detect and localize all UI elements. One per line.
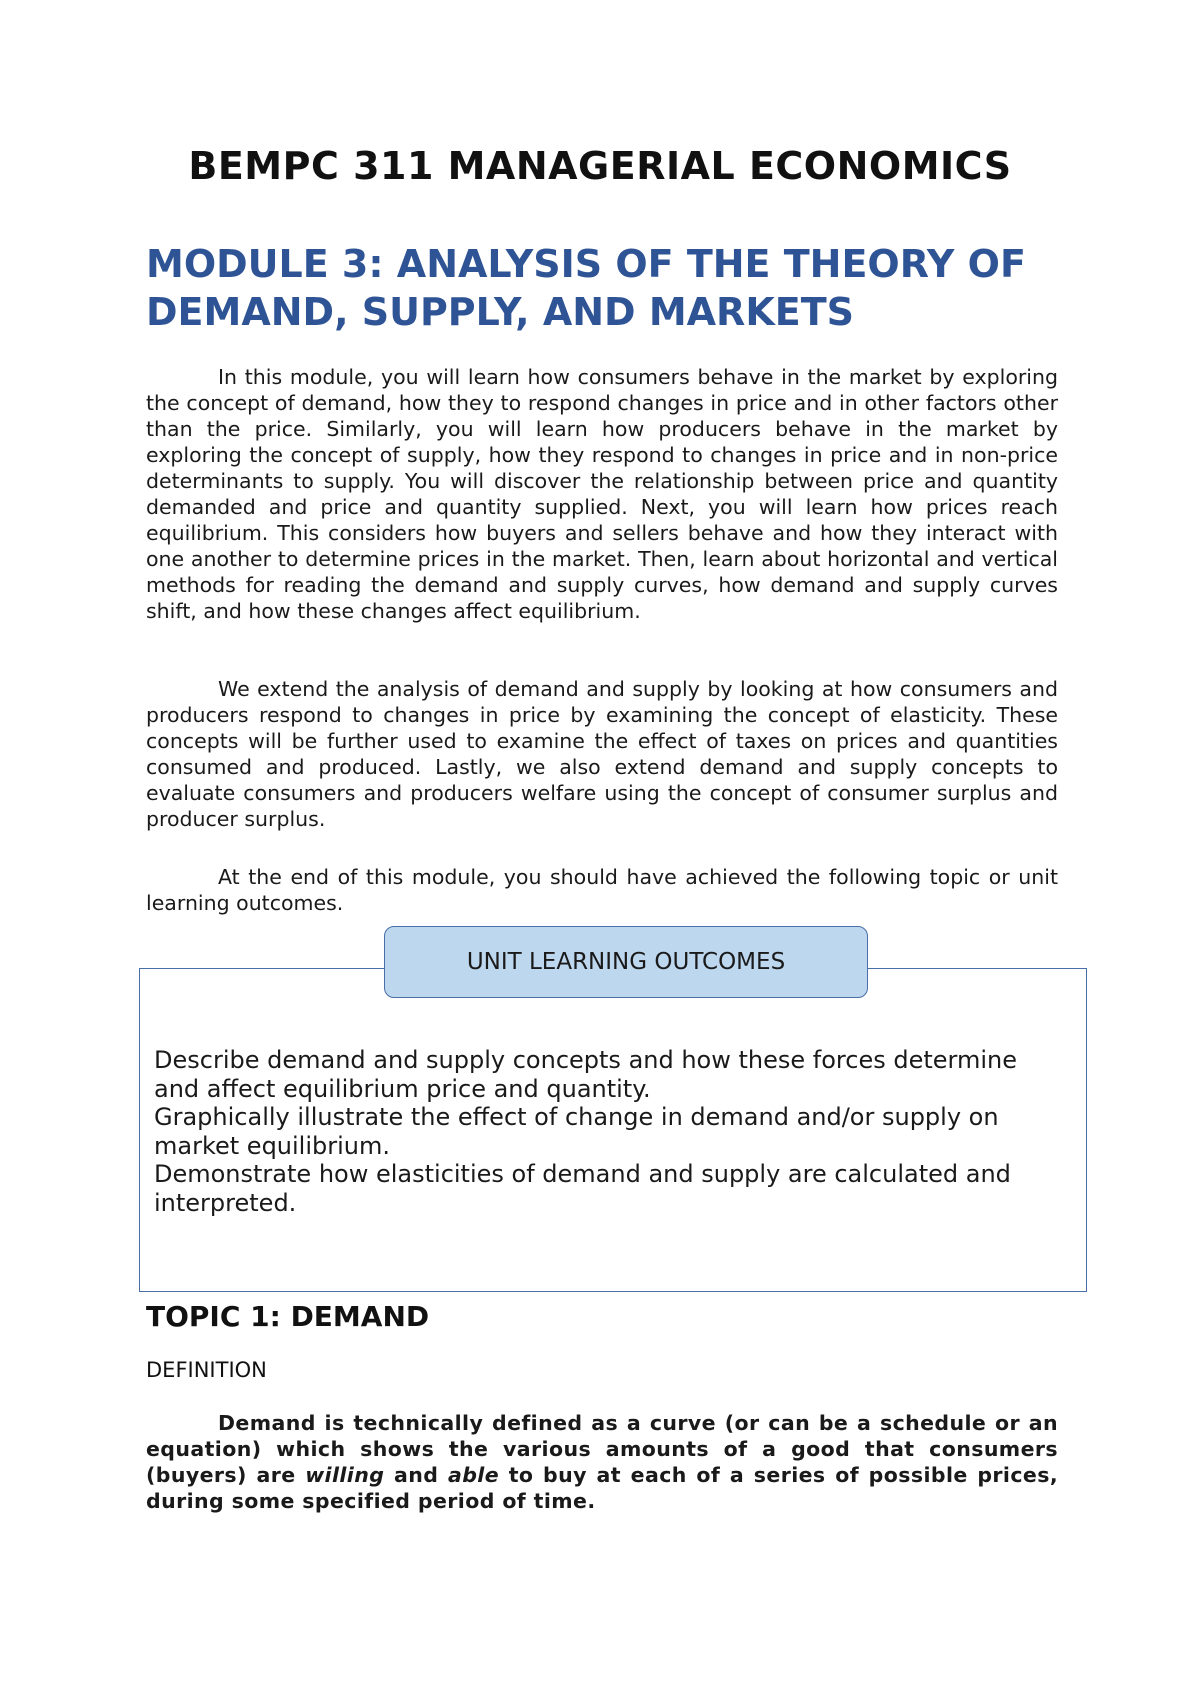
definition-text-part: and xyxy=(384,1463,448,1487)
definition-emphasis-able: able xyxy=(447,1463,500,1487)
learning-outcomes-header-label: UNIT LEARNING OUTCOMES xyxy=(466,949,786,975)
module-title: MODULE 3: ANALYSIS OF THE THEORY OF DEMAND, SUPPLY, AND MARKETS xyxy=(146,242,1026,334)
definition-text-part: Demand is technically defined as a curve (or can be a schedule or an equation) which shows the various amounts of a good that consumers (buyers) are xyxy=(146,1411,1058,1487)
definition-paragraph xyxy=(146,1410,1058,1514)
intro-paragraph-2: We extend the analysis of demand and supply by looking at how consumers and producers respond to changes in price by examining the concept of elasticity. These concepts will be further used to examine the effect of taxes on prices and quantities consumed and produced. Lastly, we also extend demand and supply concepts to evaluate consumers and producers welfare using the concept of consumer surplus and producer surplus. xyxy=(146,677,1058,831)
learning-outcomes-header xyxy=(384,926,868,998)
course-title: BEMPC 311 MANAGERIAL ECONOMICS xyxy=(188,144,1012,188)
topic-title: TOPIC 1: DEMAND xyxy=(146,1300,430,1333)
definition-text-part: to buy at each of a series of possible prices, during some specified period of time. xyxy=(146,1463,1059,1513)
learning-outcome-item: Demonstrate how elasticities of demand and supply are calculated and interpreted. xyxy=(154,1160,1011,1217)
learning-outcomes-list xyxy=(154,1046,1054,1217)
learning-outcome-item: Describe demand and supply concepts and how these forces determine and affect equilibrium price and quantity. xyxy=(154,1046,1017,1103)
intro-paragraph-3: At the end of this module, you should have achieved the following topic or unit learning outcomes. xyxy=(146,865,1058,915)
definition-emphasis-willing: willing xyxy=(305,1463,385,1487)
learning-outcome-item: Graphically illustrate the effect of change in demand and/or supply on market equilibrium. xyxy=(154,1103,999,1160)
definition-label: DEFINITION xyxy=(146,1358,267,1382)
intro-paragraph-1: In this module, you will learn how consumers behave in the market by exploring the concept of demand, how they to respond changes in price and in other factors other than the price. Similarly, you will learn how producers behave in the market by exploring the concept of supply, how they respond to changes in price and in non-price determinants to supply. You will discover the relationship between price and quantity demanded and price and quantity supplied. Next, you will learn how prices reach equilibrium. This considers how buyers and sellers behave and how they interact with one another to determine prices in the market. Then, learn about horizontal and vertical methods for reading the demand and supply curves, how demand and supply curves shift, and how these changes affect equilibrium. xyxy=(146,365,1058,623)
